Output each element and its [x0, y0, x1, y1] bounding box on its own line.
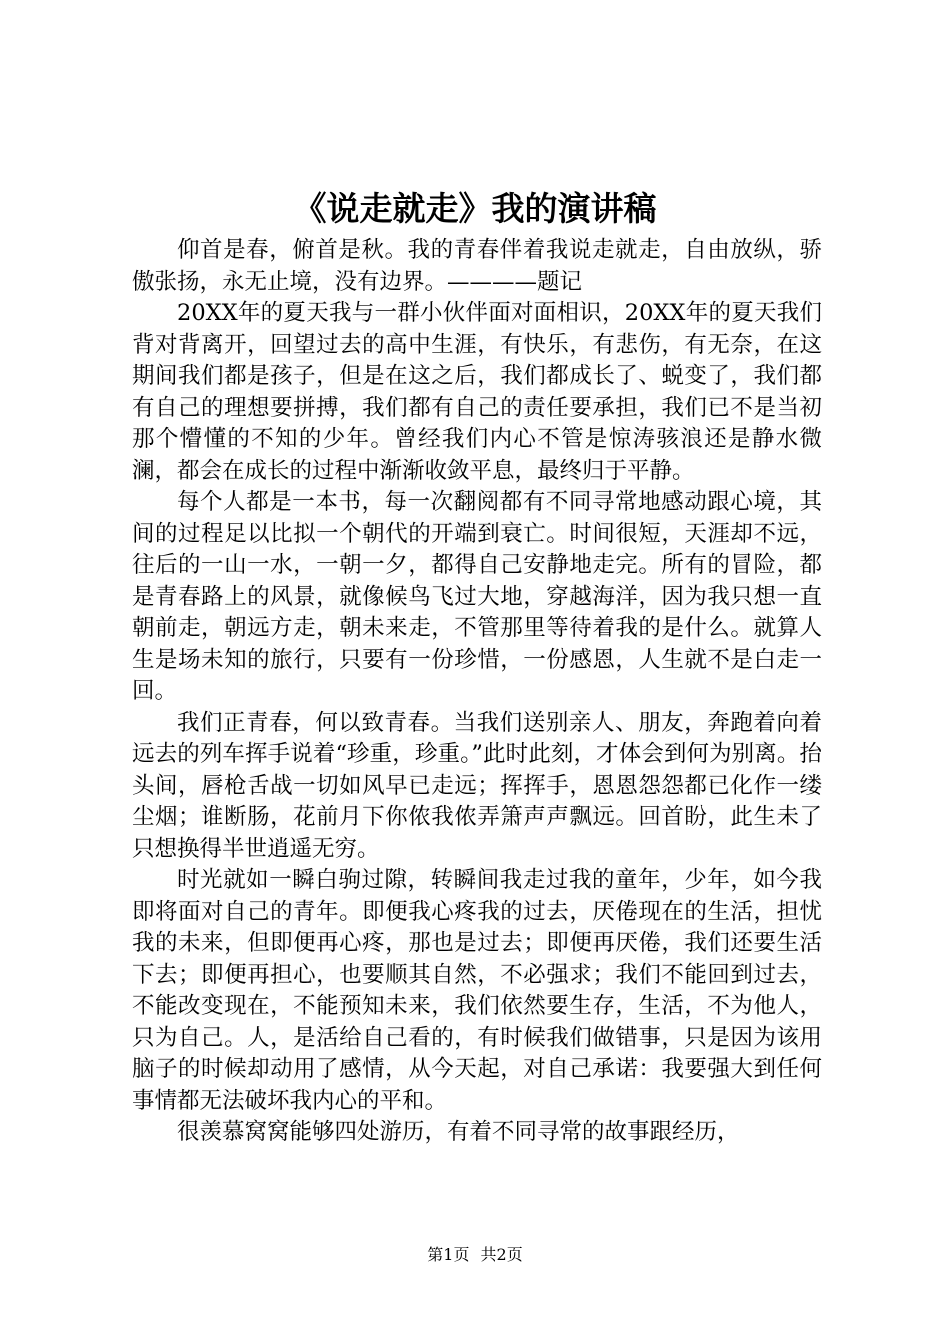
paragraph: 每个人都是一本书，每一次翻阅都有不同寻常地感动跟心境，其间的过程足以比拟一个朝代的开端到衰亡。时间很短，天涯却不远，往后的一山一水，一朝一夕，都得自己安静地走完。所有的冒险，都是青春路上的风景，就像候鸟飞过大地，穿越海洋，因为我只想一直朝前走，朝远方走，朝未来走，不管那里等待着我的是什么。就算人生是场未知的旅行，只要有一份珍惜，一份感恩，人生就不是白走一回。: [132, 489, 822, 704]
paragraph: 很羡慕窝窝能够四处游历，有着不同寻常的故事跟经历，: [177, 1119, 740, 1145]
document-body: [132, 235, 822, 1149]
page-total: 共2页: [480, 1245, 523, 1264]
paragraph: 我们正青春，何以致青春。当我们送别亲人、朋友，奔跑着向着远去的列车挥手说着“珍重，珍重。”此时此刻，才体会到何为别离。抬头间，唇枪舌战一切如风早已走远；挥挥手，恩恩怨怨都已化作一缕尘烟；谁断肠，花前月下你侬我侬弄箫声声飘远。回首盼，此生未了只想换得半世逍遥无穷。: [132, 709, 822, 862]
page-number: 第1页: [427, 1245, 470, 1264]
paragraph-epigraph: 仰首是春，俯首是秋。我的青春伴着我说走就走，自由放纵，骄傲张扬，永无止境，没有边界。————题记: [132, 237, 822, 295]
paragraph: 时光就如一瞬白驹过隙，转瞬间我走过我的童年，少年，如今我即将面对自己的青年。即便我心疼我的过去，厌倦现在的生活，担忧我的未来，但即便再心疼，那也是过去；即便再厌倦，我们还要生活下去；即便再担心，也要顺其自然，不必强求；我们不能回到过去，不能改变现在，不能预知未来，我们依然要生存，生活，不为他人，只为自己。人，是活给自己看的，有时候我们做错事，只是因为该用脑子的时候却动用了感情，从今天起，对自己承诺：我要强大到任何事情都无法破坏我内心的平和。: [132, 867, 822, 1114]
paragraph: 20XX年的夏天我与一群小伙伴面对面相识，20XX年的夏天我们背对背离开，回望过去的高中生涯，有快乐，有悲伤，有无奈，在这期间我们都是孩子，但是在这之后，我们都成长了、蜕变了，我们都有自己的理想要拼搏，我们都有自己的责任要承担，我们已不是当初那个懵懂的不知的少年。曾经我们内心不管是惊涛骇浪还是静水微澜，都会在成长的过程中渐渐收敛平息，最终归于平静。: [132, 300, 822, 484]
document-title: 《说走就走》我的演讲稿: [293, 189, 657, 228]
page-footer: [0, 1243, 950, 1267]
